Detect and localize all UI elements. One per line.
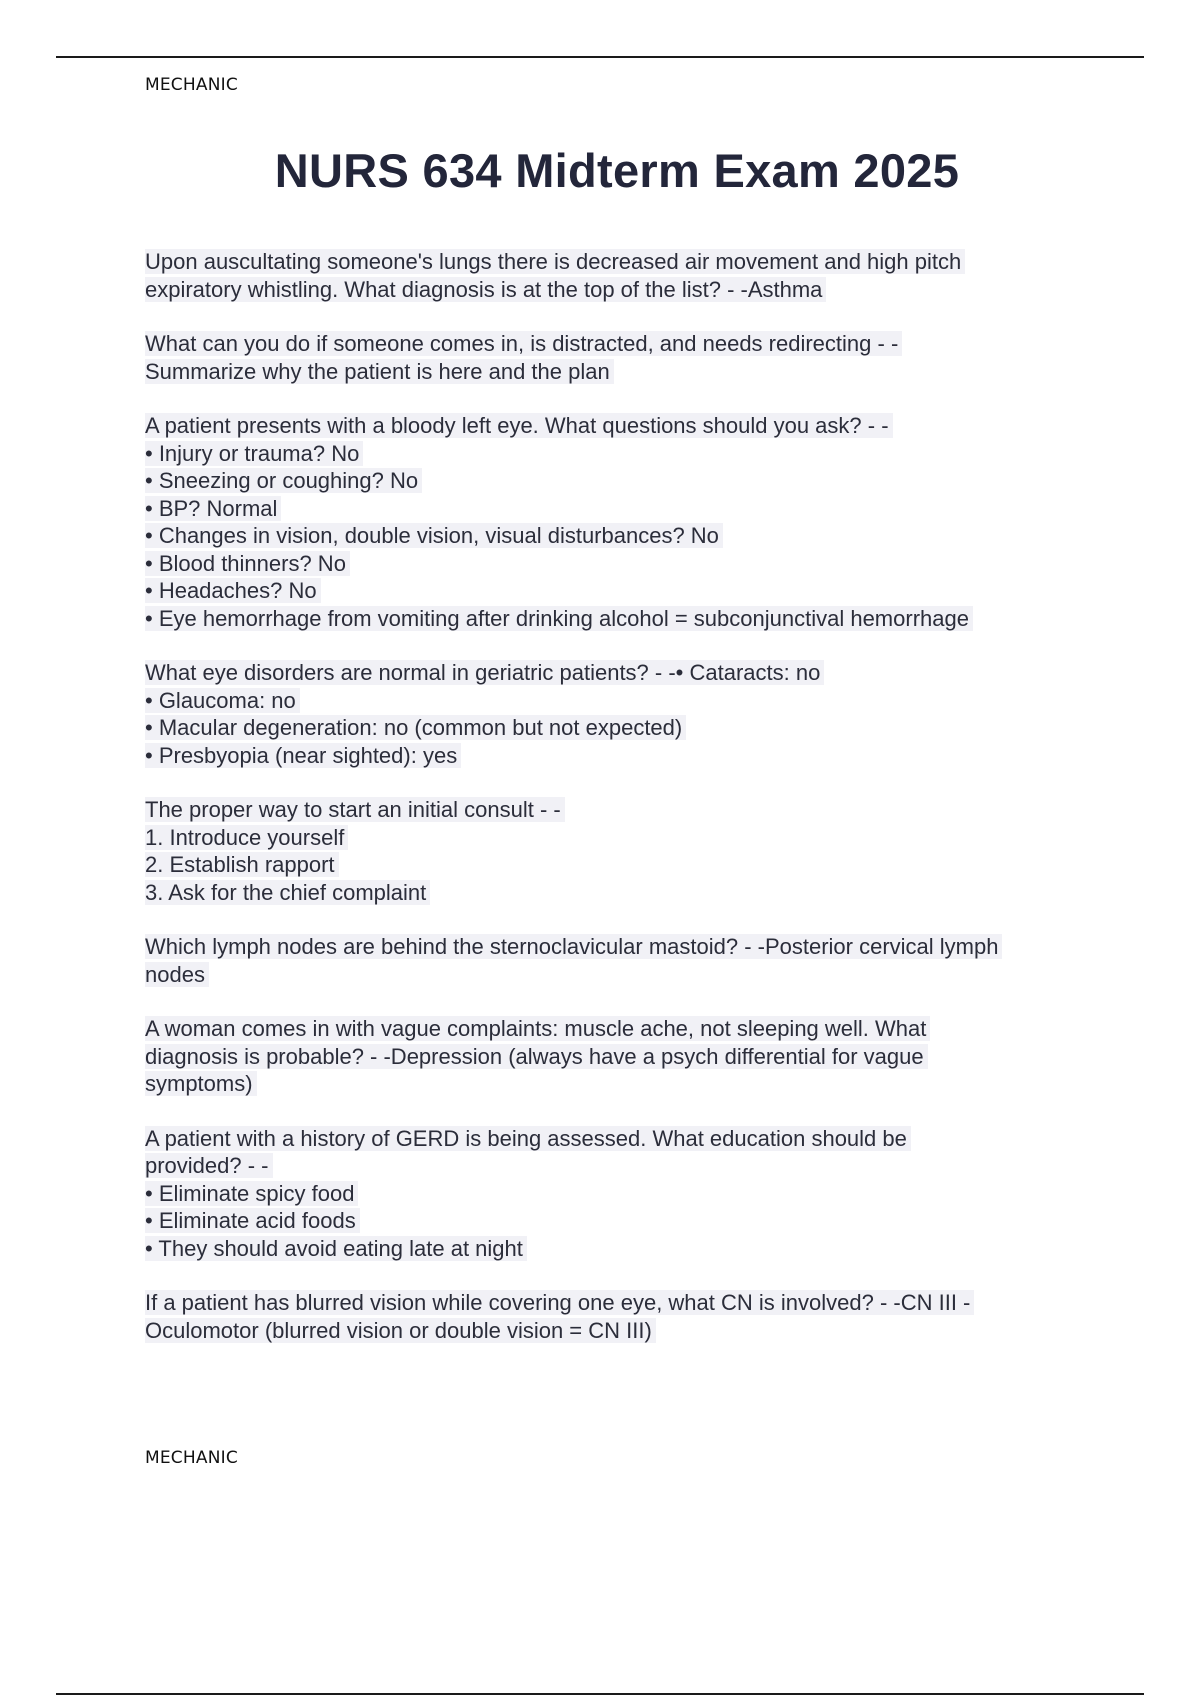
document-body [145,248,1105,1371]
qa-line [145,1152,1105,1180]
qa-line [145,276,1105,304]
qa-line [145,824,1105,852]
qa-line [145,412,1105,440]
qa-line-text: • Sneezing or coughing? No [145,468,422,493]
qa-line-text: • Presbyopia (near sighted): yes [145,743,461,768]
qa-line [145,879,1105,907]
qa-line-text: • Eye hemorrhage from vomiting after drinking alcohol = subconjunctival hemorrhage [145,606,973,631]
qa-item [145,1289,1105,1344]
qa-line [145,358,1105,386]
qa-line [145,961,1105,989]
qa-line [145,1180,1105,1208]
qa-line [145,687,1105,715]
page-top-rule [56,56,1144,58]
qa-line-text: The proper way to start an initial consult - - [145,797,565,822]
qa-line [145,605,1105,633]
qa-line [145,742,1105,770]
qa-line-text: • Glaucoma: no [145,688,300,713]
document-title: NURS 634 Midterm Exam 2025 [274,144,960,197]
qa-line [145,1070,1105,1098]
qa-line-text: Upon auscultating someone's lungs there is decreased air movement and high pitch [145,249,965,274]
qa-line-text: 2. Establish rapport [145,852,339,877]
qa-item [145,796,1105,906]
qa-line-text: 3. Ask for the chief complaint [145,880,430,905]
qa-line-text: A woman comes in with vague complaints: muscle ache, not sleeping well. What [145,1016,930,1041]
qa-line [145,1235,1105,1263]
qa-item [145,412,1105,632]
qa-line [145,1289,1105,1317]
qa-line [145,467,1105,495]
qa-line [145,659,1105,687]
qa-line [145,330,1105,358]
qa-line-text: provided? - - [145,1153,273,1178]
qa-item [145,933,1105,988]
qa-line-text: • Headaches? No [145,578,321,603]
qa-line [145,851,1105,879]
page-footer: MECHANIC [145,1448,238,1468]
qa-item [145,1015,1105,1098]
qa-line-text: Which lymph nodes are behind the sternoclavicular mastoid? - -Posterior cervical lymph [145,934,1002,959]
qa-line [145,440,1105,468]
qa-line-text: Summarize why the patient is here and the plan [145,359,614,384]
qa-line [145,550,1105,578]
qa-line-text: Oculomotor (blurred vision or double vision = CN III) [145,1318,656,1343]
qa-line-text: • Blood thinners? No [145,551,350,576]
qa-line [145,1207,1105,1235]
qa-line-text: symptoms) [145,1071,257,1096]
qa-line [145,577,1105,605]
qa-line-text: What can you do if someone comes in, is distracted, and needs redirecting - - [145,331,902,356]
qa-line-text: A patient with a history of GERD is being assessed. What education should be [145,1126,911,1151]
qa-line [145,1015,1105,1043]
qa-line [145,1317,1105,1345]
page-header: MECHANIC [145,75,238,95]
qa-line [145,1043,1105,1071]
qa-line-text: • Injury or trauma? No [145,441,363,466]
qa-line [145,1125,1105,1153]
qa-line-text: nodes [145,962,209,987]
qa-line-text: If a patient has blurred vision while covering one eye, what CN is involved? - -CN III - [145,1290,974,1315]
qa-line-text: • They should avoid eating late at night [145,1236,527,1261]
qa-line [145,714,1105,742]
qa-line-text: • BP? Normal [145,496,281,521]
qa-line [145,248,1105,276]
qa-line-text: What eye disorders are normal in geriatric patients? - -• Cataracts: no [145,660,824,685]
qa-line [145,933,1105,961]
qa-line-text: A patient presents with a bloody left eye. What questions should you ask? - - [145,413,893,438]
page-bottom-rule [56,1693,1144,1695]
qa-line-text: • Eliminate spicy food [145,1181,358,1206]
qa-item [145,659,1105,769]
qa-item [145,248,1105,303]
qa-line [145,522,1105,550]
qa-line-text: expiratory whistling. What diagnosis is at the top of the list? - -Asthma [145,277,826,302]
qa-item [145,330,1105,385]
qa-line-text: • Macular degeneration: no (common but not expected) [145,715,686,740]
qa-line-text: 1. Introduce yourself [145,825,348,850]
qa-line-text: • Changes in vision, double vision, visual disturbances? No [145,523,723,548]
qa-line [145,495,1105,523]
qa-line-text: diagnosis is probable? - -Depression (always have a psych differential for vague [145,1044,928,1069]
qa-item [145,1125,1105,1263]
qa-line [145,796,1105,824]
qa-line-text: • Eliminate acid foods [145,1208,360,1233]
